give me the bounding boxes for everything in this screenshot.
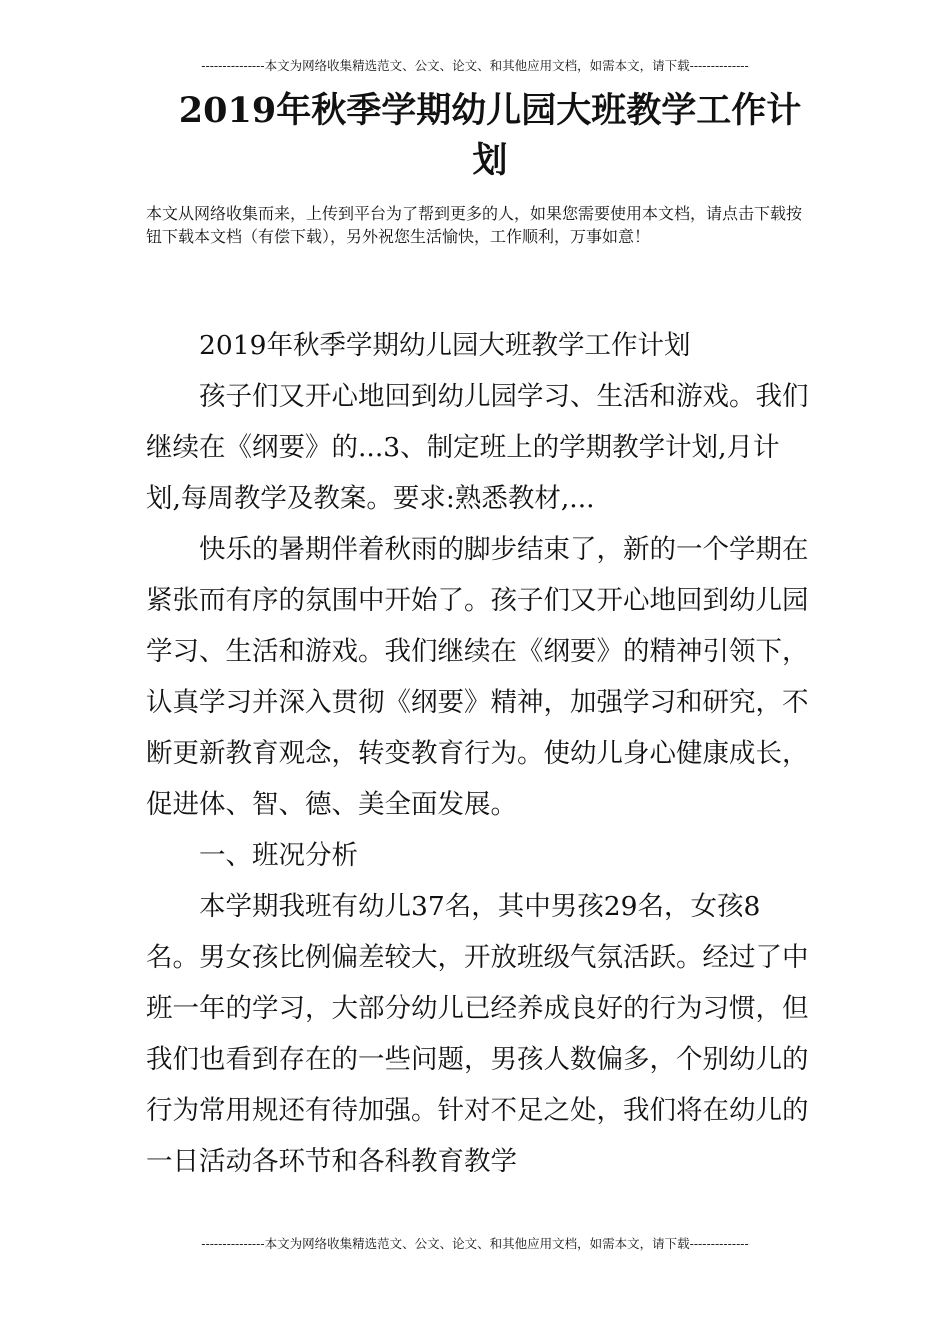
- body-paragraph-class-analysis: 本学期我班有幼儿37名，其中男孩29名，女孩8 名。男女孩比例偏差较大，开放班级气氛活跃。经过了中班一年的学习，大部分幼儿已经养成良好的行为习惯，但我们也看到存在的一些问题，男孩人数偏多，个别幼儿的行为常用规还有待加强。针对不足之处，我们将在幼儿的一日活动各环节和各科教育教学: [146, 891, 809, 1177]
- body-paragraph-summary: 孩子们又开心地回到幼儿园学习、生活和游戏。我们继续在《纲要》的...3、制定班上的学期教学计划,月计划,每周教学及教案。要求:熟悉教材,...: [146, 381, 809, 514]
- footer-banner: ---------------本文为网络收集精选范文、公文、论文、和其他应用文档，如需本文，请下载--------------: [201, 1236, 749, 1251]
- document-title: 2019年秋季学期幼儿园大班教学工作计划: [178, 90, 802, 181]
- document-body: [146, 320, 814, 1187]
- download-notice: 本文从网络收集而来，上传到平台为了帮到更多的人，如果您需要使用本文档，请点击下载按钮下载本文档（有偿下载），另外祝您生活愉快，工作顺利，万事如意！: [146, 204, 803, 246]
- body-paragraph-intro: 快乐的暑期伴着秋雨的脚步结束了，新的一个学期在紧张而有序的氛围中开始了。孩子们又开心地回到幼儿园学习、生活和游戏。我们继续在《纲要》的精神引领下，认真学习并深入贯彻《纲要》精神，加强学习和研究，不断更新教育观念，转变教育行为。使幼儿身心健康成长，促进体、智、德、美全面发展。: [146, 534, 809, 820]
- section-heading-class-analysis: 一、班况分析: [199, 840, 358, 871]
- header-banner: ---------------本文为网络收集精选范文、公文、论文、和其他应用文档，如需本文，请下载--------------: [201, 58, 749, 73]
- body-heading: 2019年秋季学期幼儿园大班教学工作计划: [199, 330, 691, 361]
